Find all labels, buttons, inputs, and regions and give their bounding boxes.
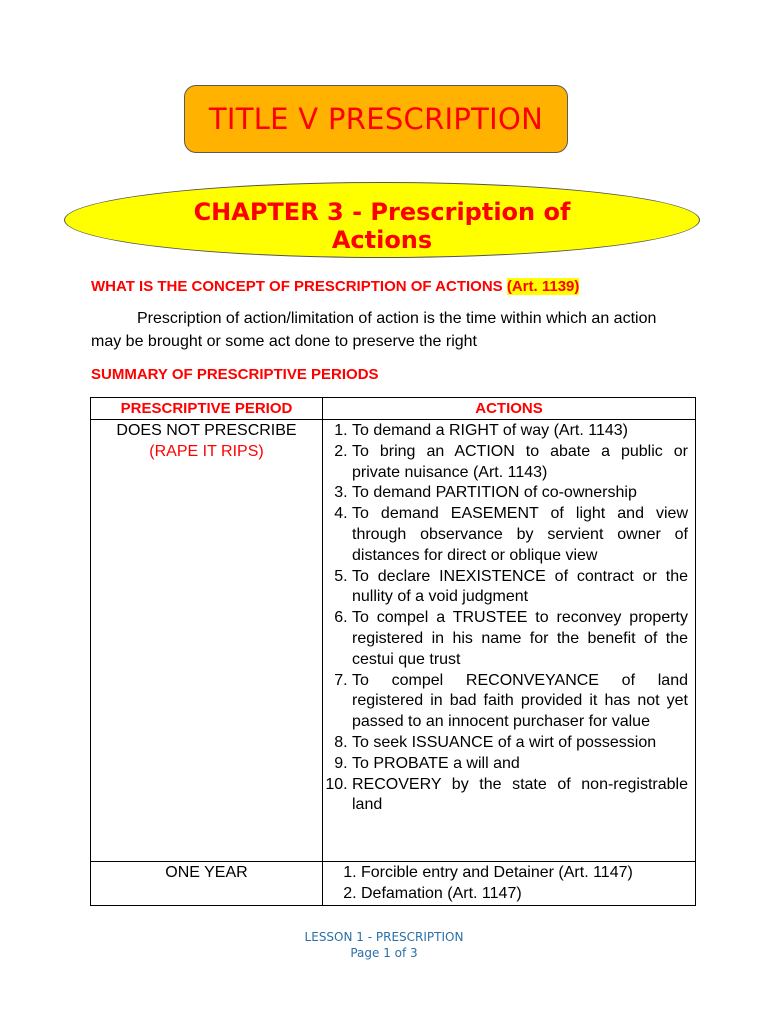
document-title: TITLE V PRESCRIPTION xyxy=(208,102,544,136)
period-mnemonic: (RAPE IT RIPS) xyxy=(149,443,264,460)
period-label: ONE YEAR xyxy=(165,864,248,882)
actions-list xyxy=(323,862,695,905)
actions-cell xyxy=(323,862,696,906)
summary-heading: SUMMARY OF PRESCRIPTIVE PERIODS xyxy=(91,366,379,383)
period-label: DOES NOT PRESCRIBE xyxy=(116,422,297,439)
footer-lesson: LESSON 1 - PRESCRIPTION xyxy=(304,930,464,944)
table-row xyxy=(91,420,696,862)
header-actions: ACTIONS xyxy=(323,398,696,420)
question-text: WHAT IS THE CONCEPT OF PRESCRIPTION OF ACTIONS xyxy=(91,278,503,295)
chapter-title: CHAPTER 3 - Prescription of Actions xyxy=(193,198,571,254)
footer-page-number: Page 1 of 3 xyxy=(350,946,418,960)
table-header-row xyxy=(91,398,696,420)
action-item: 4. To demand EASEMENT of light and view through observance by servient owner of distances for direct or oblique view xyxy=(352,504,688,566)
header-period: PRESCRIPTIVE PERIOD xyxy=(91,398,323,420)
actions-cell xyxy=(323,420,696,862)
prescriptive-periods-table xyxy=(90,397,696,906)
page-footer xyxy=(0,929,768,961)
action-item: 9. To PROBATE a will and xyxy=(352,754,688,775)
action-item: 3. To demand PARTITION of co-ownership xyxy=(352,483,688,504)
definition-paragraph: Prescription of action/limitation of action is the time within which an action may be brought or some act done to preserve the right xyxy=(91,310,657,350)
action-item: 8. To seek ISSUANCE of a wirt of possession xyxy=(352,733,688,754)
action-item: 10. RECOVERY by the state of non-registrable land xyxy=(352,775,688,817)
actions-list xyxy=(323,420,695,861)
chapter-banner xyxy=(64,182,700,258)
action-item: 1. To demand a RIGHT of way (Art. 1143) xyxy=(352,421,688,442)
action-item: 2. Defamation (Art. 1147) xyxy=(361,884,688,905)
title-box xyxy=(184,85,568,153)
action-item: 5. To declare INEXISTENCE of contract or the nullity of a void judgment xyxy=(352,567,688,609)
period-cell xyxy=(91,420,323,862)
action-item: 7. To compel RECONVEYANCE of land registered in bad faith provided it has not yet passed to an innocent purchaser for value xyxy=(352,671,688,733)
table-row xyxy=(91,862,696,906)
action-item: 2. To bring an ACTION to abate a public or private nuisance (Art. 1143) xyxy=(352,442,688,484)
article-reference: (Art. 1139) xyxy=(506,278,580,295)
action-item: 1. Forcible entry and Detainer (Art. 1147) xyxy=(361,863,688,884)
period-cell xyxy=(91,862,323,906)
action-item: 6. To compel a TRUSTEE to reconvey property registered in his name for the benefit of the cestui que trust xyxy=(352,608,688,670)
concept-question xyxy=(91,278,579,295)
